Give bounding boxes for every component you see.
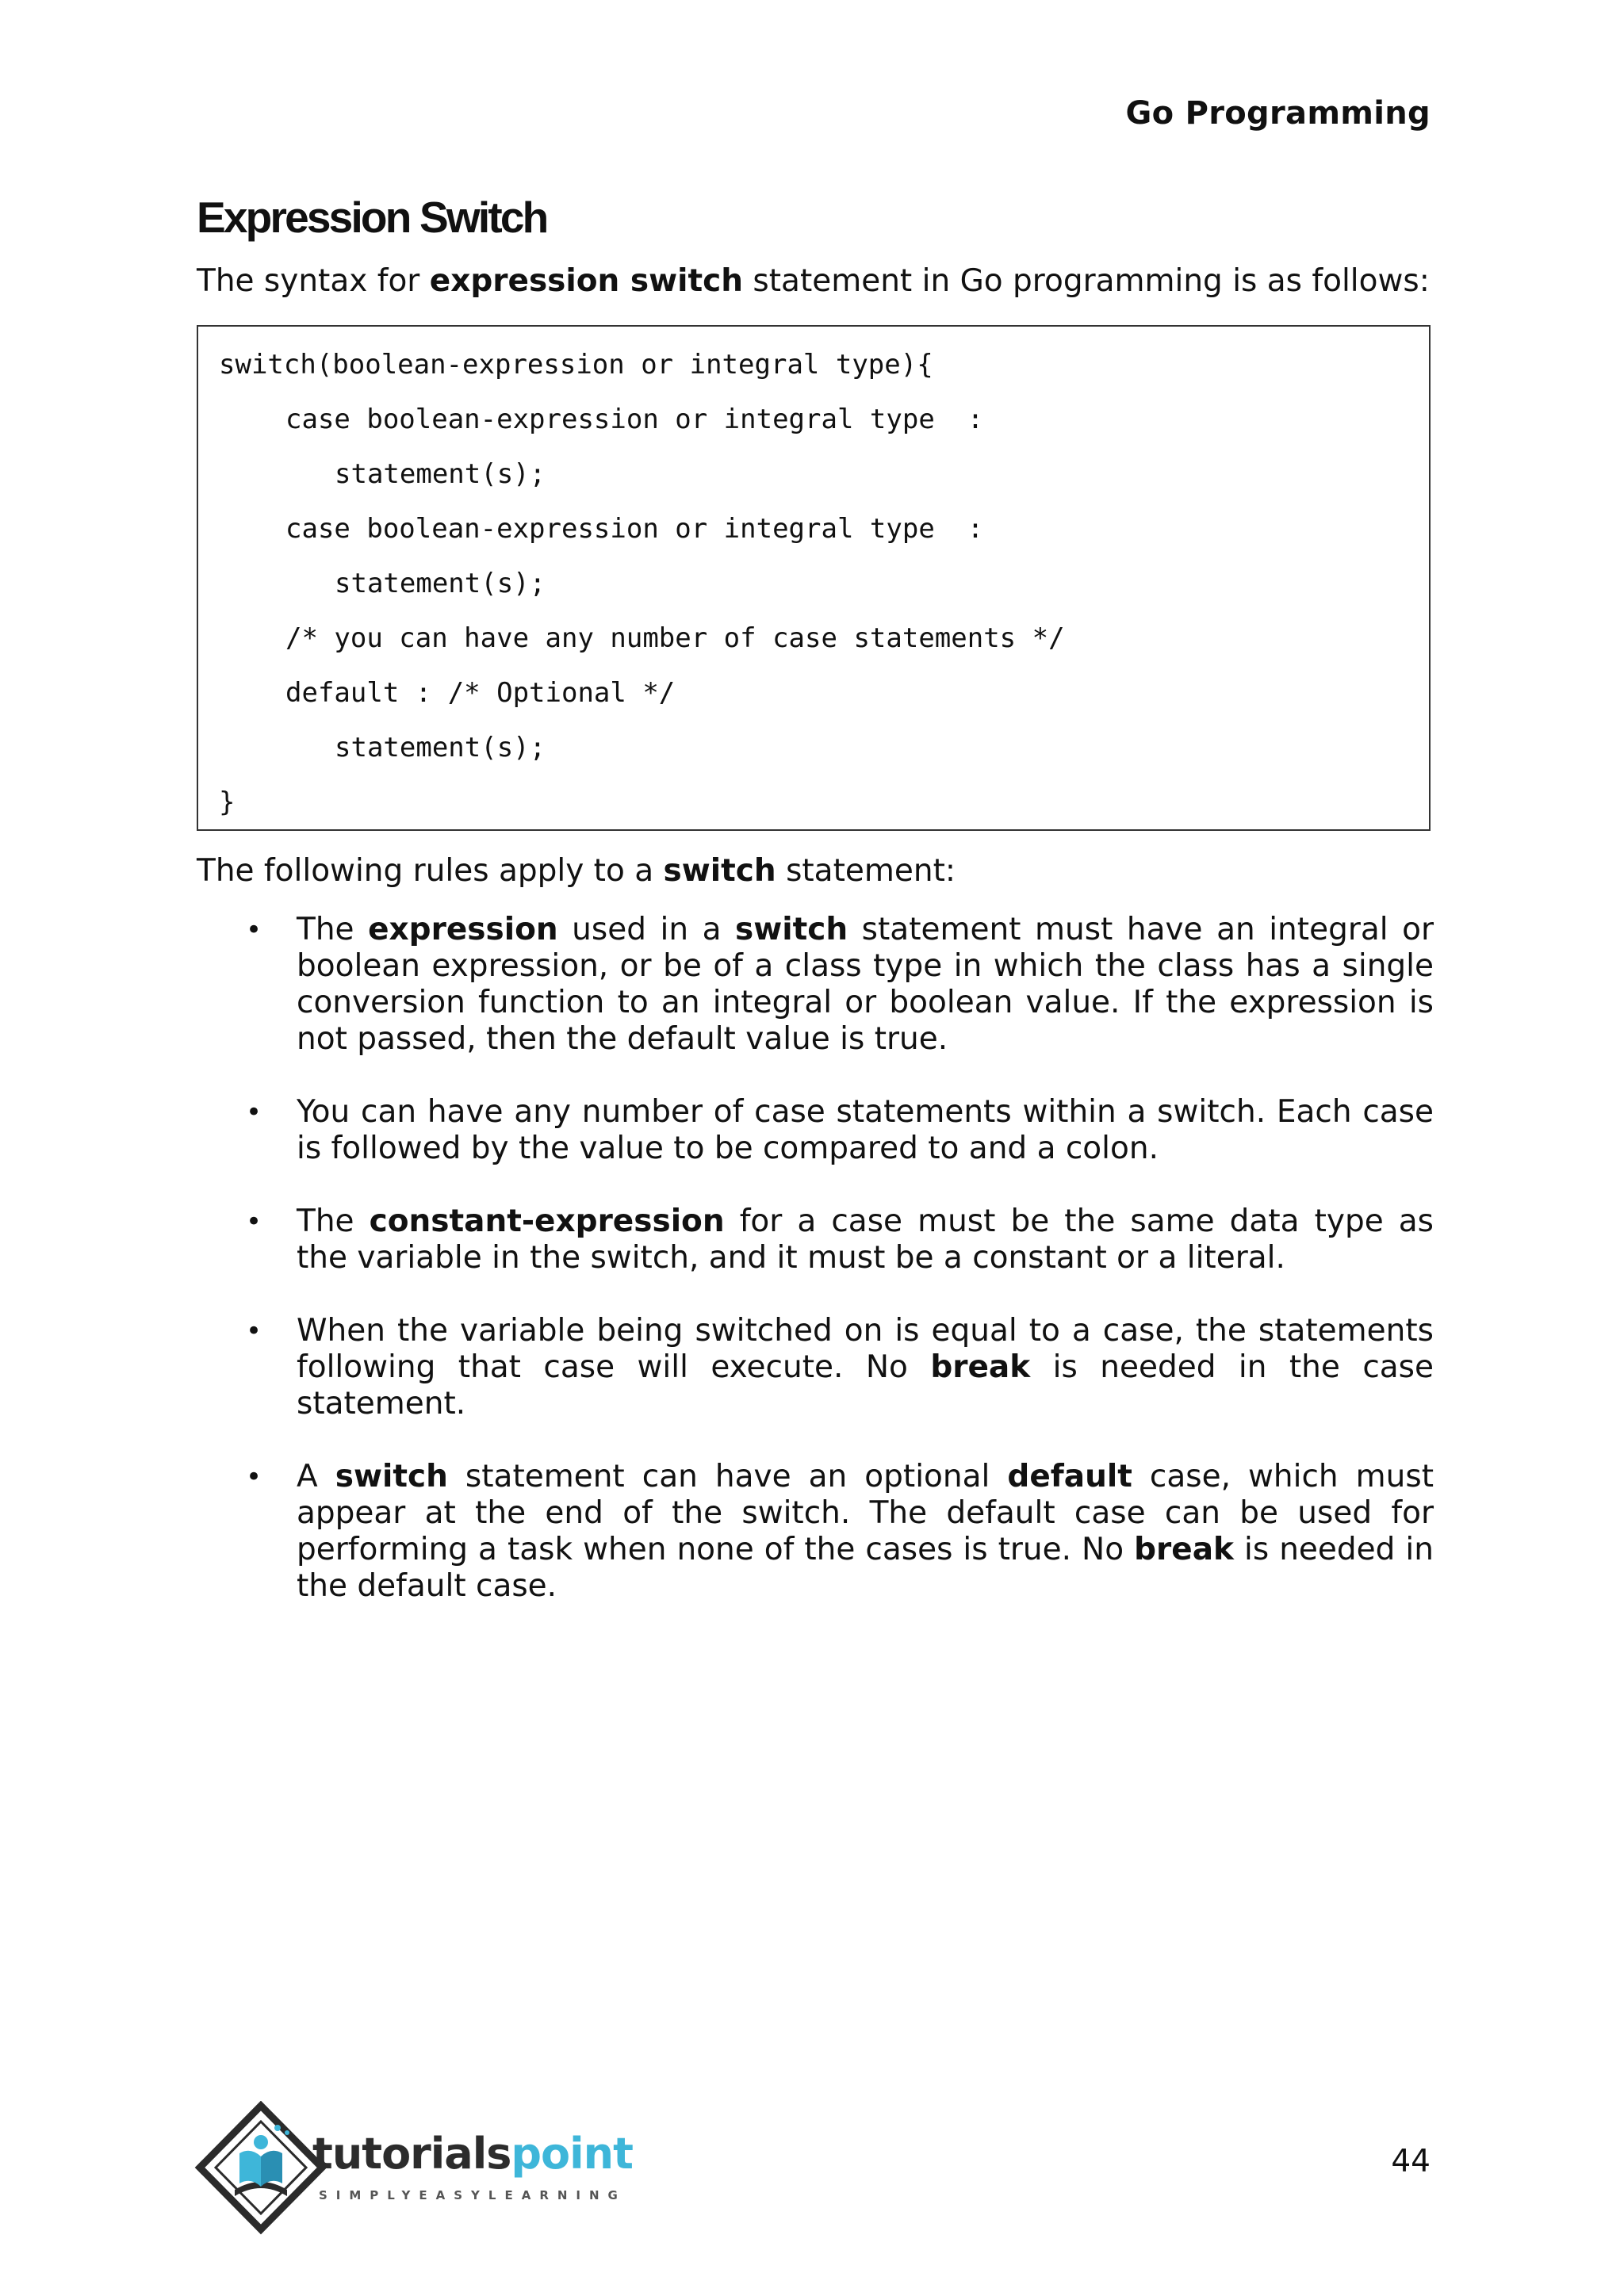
- rules-intro: [197, 851, 956, 892]
- rule-text: used in a: [557, 912, 736, 947]
- rule-text: A: [297, 1459, 335, 1494]
- bullet-icon: •: [246, 914, 262, 946]
- list-item: [197, 1203, 1434, 1276]
- logo-wordmark: [312, 2129, 633, 2179]
- rule-text: statement must have an integral or boolean expression, or be of a class type in which the class has a single conversion function to an integral or boolean value. If the expression is not passed, then the default value is true.: [297, 912, 1434, 1057]
- code-line: switch(boolean-expression or integral type){: [219, 349, 933, 381]
- bullet-icon: •: [246, 1206, 262, 1238]
- rule-text: case, which must appear at the end of the switch. The default case can be used for performing a task when none of the cases is true. No: [297, 1459, 1434, 1567]
- rule-text: When the variable being switched on is equal to a case, the statements following that case will execute. No: [297, 1313, 1434, 1385]
- bullet-icon: •: [246, 1461, 262, 1493]
- list-item: [197, 1313, 1434, 1422]
- rule-text: for a case must be the same data type as the variable in the switch, and it must be a constant or a literal.: [297, 1203, 1434, 1276]
- code-block: [197, 325, 1431, 831]
- list-item: [197, 912, 1434, 1058]
- logo-diamond-icon: [193, 2101, 328, 2236]
- section-title: Expression Switch: [197, 193, 547, 242]
- rule-bold: constant-expression: [369, 1203, 725, 1239]
- rule-bold: break: [1134, 1532, 1234, 1567]
- intro-bold-term: expression switch: [429, 263, 744, 299]
- code-line: statement(s);: [335, 568, 546, 599]
- rule-bold: switch: [735, 912, 848, 947]
- rules-intro-before: The following rules apply to a: [197, 853, 664, 889]
- rules-intro-bold: switch: [663, 853, 776, 889]
- logo-word-tutorials: tutorials: [312, 2129, 511, 2179]
- code-line: /* you can have any number of case statements */: [285, 622, 1065, 654]
- code-line: case boolean-expression or integral type :: [285, 404, 984, 435]
- rule-bold: expression: [368, 912, 558, 947]
- intro-text-after: statement in Go programming is as follows:: [743, 263, 1430, 299]
- list-item: [197, 1094, 1434, 1167]
- rule-bold: switch: [335, 1459, 448, 1494]
- tutorialspoint-logo: [193, 2101, 638, 2236]
- intro-text-before: The syntax for: [197, 263, 430, 299]
- rule-text: The: [297, 1203, 370, 1239]
- rule-text: is needed in the default case.: [297, 1532, 1434, 1604]
- logo-tagline: SIMPLYEASYLEARNING: [319, 2188, 626, 2202]
- bullet-icon: •: [246, 1096, 262, 1128]
- rule-bold: break: [930, 1349, 1031, 1385]
- code-line: default : /* Optional */: [285, 677, 676, 709]
- rules-intro-after: statement:: [776, 853, 956, 889]
- code-line: statement(s);: [335, 458, 546, 490]
- bullet-icon: •: [246, 1315, 262, 1347]
- rule-text: statement can have an optional: [447, 1459, 1008, 1494]
- page-number: 44: [1391, 2144, 1431, 2179]
- syntax-intro: [197, 262, 1434, 302]
- list-item: [197, 1459, 1434, 1605]
- rule-bold: default: [1007, 1459, 1132, 1494]
- running-header: Go Programming: [1125, 95, 1431, 132]
- code-line: }: [219, 786, 236, 818]
- rule-text: You can have any number of case statements within a switch. Each case is followed by the value to be compared to and a colon.: [297, 1094, 1434, 1166]
- code-line: case boolean-expression or integral type :: [285, 513, 984, 545]
- rule-text: is needed in the case statement.: [297, 1349, 1434, 1422]
- rule-text: The: [297, 912, 369, 947]
- logo-word-point: point: [511, 2129, 633, 2179]
- code-lines: [219, 338, 1413, 830]
- code-line: statement(s);: [335, 732, 546, 763]
- rules-list: [197, 912, 1434, 1641]
